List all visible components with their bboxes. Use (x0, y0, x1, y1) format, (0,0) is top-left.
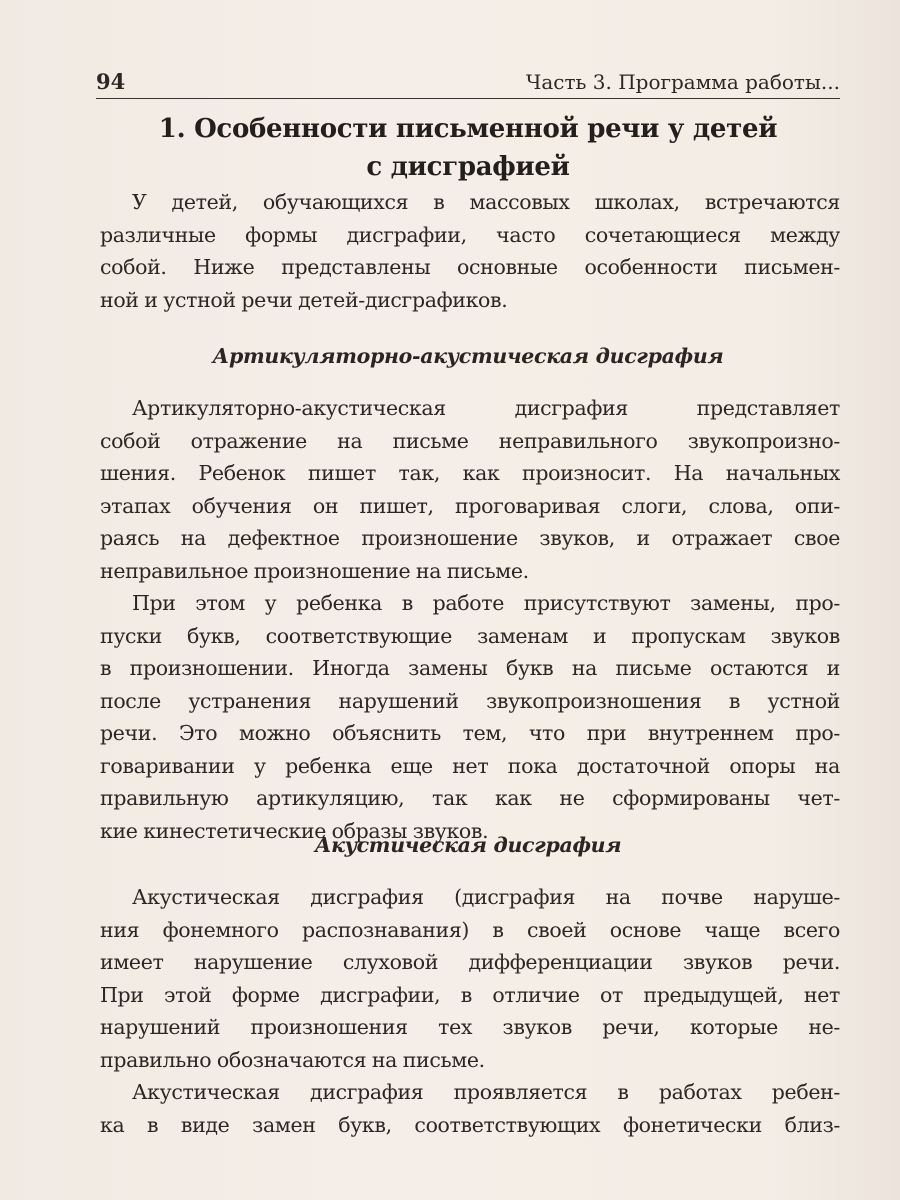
chapter-title (96, 110, 840, 186)
text-line: Акустическая дисграфия (дисграфия на почве наруше- (132, 885, 840, 909)
text-line: собой отражение на письме неправильного звукопроизно- (100, 428, 840, 453)
text-line: правильно обозначаются на письме. (100, 1047, 485, 1072)
text-line: ной и устной речи детей-дисграфиков. (100, 287, 508, 312)
section1-paragraph1 (100, 392, 840, 587)
text-line: пуски букв, соответствующие заменам и пропускам звуков (100, 623, 840, 648)
text-line: этапах обучения он пишет, проговаривая слоги, слова, опи- (100, 493, 840, 518)
running-header (96, 62, 840, 99)
section2-paragraph2 (100, 1076, 840, 1141)
text-line: различные формы дисграфии, часто сочетающиеся между (100, 222, 840, 247)
text-line: нарушений произношения тех звуков речи, которые не- (100, 1015, 840, 1039)
text-line: в произношении. Иногда замены букв на письме остаются и (100, 656, 840, 680)
text-line: правильную артикуляцию, так как не сформированы чет- (100, 786, 840, 810)
text-line: ка в виде замен букв, соответствующих фонетически близ- (100, 1112, 840, 1137)
text-line: Артикуляторно-акустическая дисграфия представляет (132, 396, 840, 420)
text-line: Акустическая дисграфия проявляется в работах ребен- (132, 1080, 840, 1104)
intro-paragraph (100, 186, 840, 316)
chapter-title-line: 1. Особенности письменной речи у детей (158, 114, 778, 144)
chapter-title-line: с дисграфией (366, 152, 570, 182)
page-number: 94 (96, 69, 126, 94)
text-line: после устранения нарушений звукопроизношения в устной (100, 688, 840, 713)
text-line: собой. Ниже представлены основные особенности письмен- (100, 255, 840, 279)
section-heading-acoustic: Акустическая дисграфия (314, 833, 622, 857)
text-line: При этом у ребенка в работе присутствуют замены, про- (132, 591, 840, 615)
text-line: ния фонемного распознавания) в своей основе чаще всего (100, 917, 840, 942)
section1-paragraph2 (100, 587, 840, 847)
text-line: раясь на дефектное произношение звуков, и отражает свое (100, 526, 840, 550)
text-line: имеет нарушение слуховой дифференциации звуков речи. (100, 950, 840, 974)
text-line: кие кинестетические образы звуков. (100, 818, 489, 843)
section2-paragraph1 (100, 881, 840, 1076)
text-line: У детей, обучающихся в массовых школах, встречаются (132, 190, 840, 214)
text-line: При этой форме дисграфии, в отличие от предыдущей, нет (100, 982, 840, 1007)
running-title: Часть 3. Программа работы... (525, 70, 840, 94)
text-line: говаривании у ребенка еще нет пока достаточной опоры на (100, 753, 840, 778)
text-line: речи. Это можно объяснить тем, что при внутреннем про- (100, 721, 840, 745)
section-heading-articulatory-acoustic: Артикуляторно-акустическая дисграфия (212, 344, 724, 368)
text-line: неправильное произношение на письме. (100, 558, 529, 583)
text-line: шения. Ребенок пишет так, как произносит. На начальных (100, 461, 840, 485)
